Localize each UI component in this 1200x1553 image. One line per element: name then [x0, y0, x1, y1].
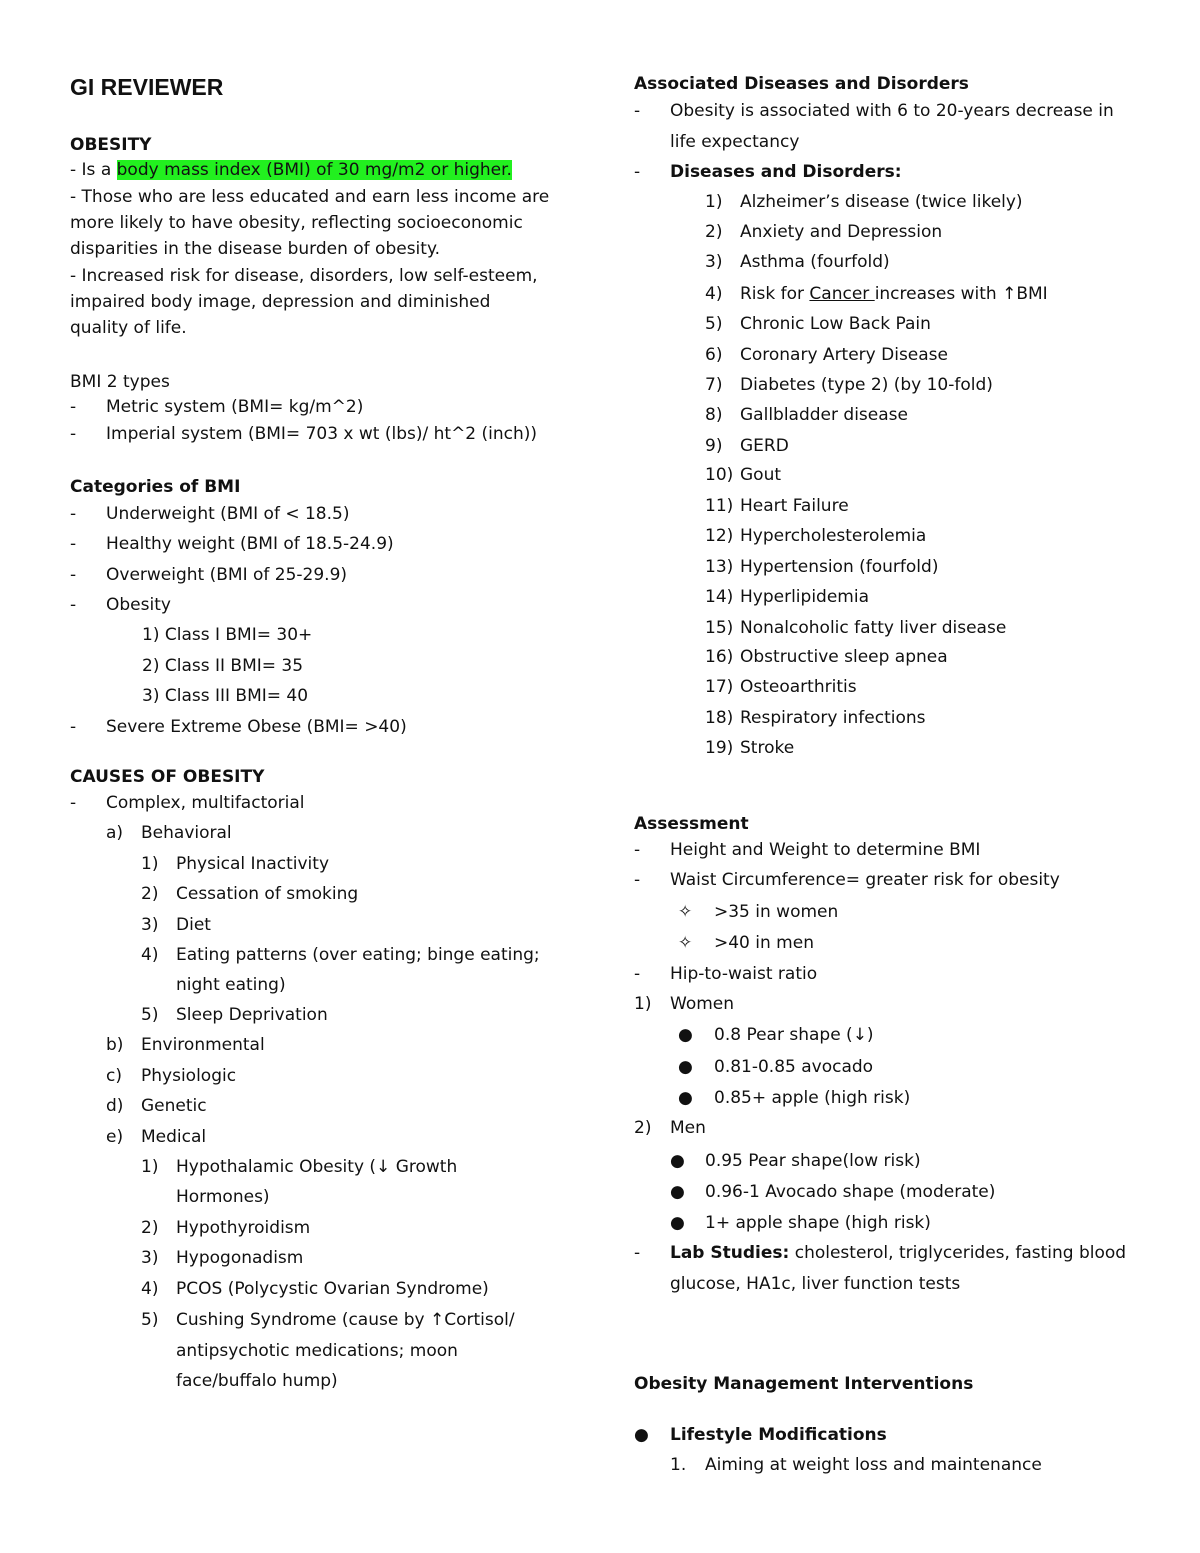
- obesity-definition: [70, 159, 512, 181]
- bullet-icon: ●: [670, 1151, 685, 1171]
- list-item: - Obesity: [70, 595, 171, 615]
- disease-number: 14): [705, 587, 734, 607]
- list-item: ✧ >40 in men: [678, 933, 814, 953]
- diamond-bullet-icon: ✧: [678, 902, 693, 922]
- page-title: GI REVIEWER: [70, 74, 224, 100]
- disease-number: 16): [705, 647, 734, 667]
- list-item: 4) Eating patterns (over eating; binge eating;: [141, 945, 540, 965]
- disease-number: 12): [705, 526, 734, 546]
- disease-item: [705, 435, 789, 457]
- disease-label: GERD: [740, 436, 789, 456]
- list-item: 5) Cushing Syndrome (cause by ↑Cortisol/: [141, 1310, 515, 1330]
- lab-text: cholesterol, triglycerides, fasting blood: [789, 1243, 1127, 1263]
- disease-number: 7): [705, 375, 723, 395]
- list-item: - Lab Studies: cholesterol, triglycerides, fasting blood: [634, 1243, 1127, 1263]
- disease-item: [705, 283, 1048, 305]
- list-item-continued: glucose, HA1c, liver function tests: [670, 1274, 961, 1294]
- disease-label: Anxiety and Depression: [740, 222, 943, 242]
- disease-label: Heart Failure: [740, 496, 849, 516]
- disease-label: Gout: [740, 465, 782, 485]
- list-item: ● 0.81-0.85 avocado: [678, 1057, 874, 1077]
- obesity-p3-line3: quality of life.: [70, 318, 187, 338]
- disease-number: 6): [705, 345, 723, 365]
- disease-label: Chronic Low Back Pain: [740, 314, 931, 334]
- disease-item: [705, 495, 849, 517]
- disease-item: [705, 617, 1007, 639]
- list-item: ● 0.85+ apple (high risk): [678, 1088, 911, 1108]
- list-item: 3) Diet: [141, 915, 211, 935]
- disease-number: 11): [705, 496, 734, 516]
- list-item-continued: life expectancy: [670, 132, 800, 152]
- list-item: - Imperial system (BMI= 703 x wt (lbs)/ ht^2 (inch)): [70, 424, 538, 444]
- list-item: 2) Cessation of smoking: [141, 884, 359, 904]
- list-item: 1) Women: [634, 994, 735, 1014]
- disease-item: [705, 556, 939, 578]
- disease-number: 10): [705, 465, 734, 485]
- disease-item: [705, 251, 890, 273]
- disease-number: 19): [705, 738, 734, 758]
- disease-label: Alzheimer’s disease (twice likely): [740, 192, 1023, 212]
- list-item: - Obesity is associated with 6 to 20-years decrease in: [634, 101, 1114, 121]
- list-item: - Complex, multifactorial: [70, 793, 305, 813]
- disease-item: [705, 707, 926, 729]
- disease-item: [705, 525, 927, 547]
- assessment-heading: Assessment: [634, 814, 749, 834]
- disease-item: [705, 344, 948, 366]
- list-item: b) Environmental: [106, 1035, 265, 1055]
- categories-heading: Categories of BMI: [70, 477, 241, 497]
- list-item: - Underweight (BMI of < 18.5): [70, 504, 350, 524]
- bullet-icon: ●: [678, 1025, 693, 1045]
- bullet-icon: ●: [678, 1088, 693, 1108]
- disease-item: [705, 221, 943, 243]
- bullet-icon: ●: [634, 1425, 649, 1445]
- obesity-p2-line1: - Those who are less educated and earn less income are: [70, 187, 550, 207]
- list-item: ● 0.95 Pear shape(low risk): [670, 1151, 921, 1171]
- list-item-continued: face/buffalo hump): [176, 1371, 338, 1391]
- disease-label: Hypertension (fourfold): [740, 557, 939, 577]
- disease-label: Nonalcoholic fatty liver disease: [740, 618, 1007, 638]
- list-item: a) Behavioral: [106, 823, 232, 843]
- list-item: 2) Hypothyroidism: [141, 1218, 311, 1238]
- obesity-p2-line2: more likely to have obesity, reflecting socioeconomic: [70, 213, 523, 233]
- disease-number: 3): [705, 252, 723, 272]
- bullet-icon: ●: [670, 1213, 685, 1233]
- disease-label: Hyperlipidemia: [740, 587, 869, 607]
- definition-highlight: body mass index (BMI) of 30 mg/m2 or higher.: [116, 160, 512, 180]
- disease-label: Risk for Cancer increases with ↑BMI: [740, 284, 1048, 304]
- list-item: - Overweight (BMI of 25-29.9): [70, 565, 348, 585]
- list-item: ✧ >35 in women: [678, 902, 839, 922]
- obesity-p3-line1: - Increased risk for disease, disorders, low self-esteem,: [70, 266, 538, 286]
- causes-heading: CAUSES OF OBESITY: [70, 767, 265, 787]
- list-item: ● 1+ apple shape (high risk): [670, 1213, 931, 1233]
- disease-number: 2): [705, 222, 723, 242]
- disease-label: Obstructive sleep apnea: [740, 647, 948, 667]
- disease-item: [705, 464, 782, 486]
- disease-item: [705, 191, 1023, 213]
- list-item: ● 0.8 Pear shape (↓): [678, 1025, 874, 1045]
- list-item: - Waist Circumference= greater risk for obesity: [634, 870, 1060, 890]
- disease-label: Diabetes (type 2) (by 10-fold): [740, 375, 993, 395]
- list-item: ● 0.96-1 Avocado shape (moderate): [670, 1182, 996, 1202]
- disease-label: Coronary Artery Disease: [740, 345, 948, 365]
- disease-label: Osteoarthritis: [740, 677, 857, 697]
- obesity-p2-line3: disparities in the disease burden of obesity.: [70, 239, 440, 259]
- disease-number: 1): [705, 192, 723, 212]
- list-item: c) Physiologic: [106, 1066, 237, 1086]
- definition-prefix: - Is a: [70, 160, 117, 180]
- bullet-icon: ●: [678, 1057, 693, 1077]
- disease-number: 13): [705, 557, 734, 577]
- list-item: 5) Sleep Deprivation: [141, 1005, 328, 1025]
- bullet-icon: ●: [670, 1182, 685, 1202]
- disease-item: [705, 737, 795, 759]
- class-item: 2) Class II BMI= ​35: [142, 656, 304, 676]
- disease-number: 4): [705, 284, 723, 304]
- list-item-continued: Hormones): [176, 1187, 270, 1207]
- obesity-p3-line2: impaired body image, depression and diminished: [70, 292, 491, 312]
- disease-item: [705, 374, 993, 396]
- disease-label: Hypercholesterolemia: [740, 526, 927, 546]
- disease-number: 9): [705, 436, 723, 456]
- list-item: - Height and Weight to determine BMI: [634, 840, 981, 860]
- disease-number: 8): [705, 405, 723, 425]
- list-item: 1. Aiming at weight loss and maintenance: [670, 1455, 1042, 1475]
- disease-item: [705, 676, 857, 698]
- obesity-heading: OBESITY: [70, 135, 152, 155]
- associated-heading: Associated Diseases and Disorders: [634, 74, 969, 94]
- disease-number: 18): [705, 708, 734, 728]
- list-item: 1) Physical Inactivity: [141, 854, 330, 874]
- class-item: 3) Class III BMI= ​40: [142, 686, 309, 706]
- list-item: - Diseases and Disorders:: [634, 162, 902, 182]
- disease-label: Asthma (fourfold): [740, 252, 890, 272]
- disease-label: Gallbladder disease: [740, 405, 908, 425]
- disease-label: Respiratory infections: [740, 708, 926, 728]
- list-item-continued: night eating): [176, 975, 286, 995]
- diamond-bullet-icon: ✧: [678, 933, 693, 953]
- list-item: - Metric system (BMI= kg/m^2): [70, 397, 364, 417]
- list-item: - Hip-to-waist ratio: [634, 964, 818, 984]
- disease-number: 15): [705, 618, 734, 638]
- disease-item: [705, 313, 931, 335]
- disease-label: Stroke: [740, 738, 795, 758]
- list-item: - Severe Extreme Obese (BMI= >40): [70, 717, 407, 737]
- list-item: 2) Men: [634, 1118, 706, 1138]
- disease-item: [705, 646, 948, 668]
- disease-number: 17): [705, 677, 734, 697]
- list-item: e) Medical: [106, 1127, 207, 1147]
- class-item: 1) Class I BMI= ​30+: [142, 625, 313, 645]
- list-item-continued: antipsychotic medications; moon: [176, 1341, 458, 1361]
- list-item: ● Lifestyle Modifications: [634, 1425, 887, 1445]
- list-item: 3) Hypogonadism: [141, 1248, 304, 1268]
- list-item: d) Genetic: [106, 1096, 207, 1116]
- disease-number: 5): [705, 314, 723, 334]
- disease-item: [705, 586, 869, 608]
- list-item: 1) Hypothalamic Obesity (↓ Growth: [141, 1157, 458, 1177]
- bmi-types-heading: BMI 2 types: [70, 372, 170, 392]
- disease-item: [705, 404, 908, 426]
- list-item: 4) PCOS (Polycystic Ovarian Syndrome): [141, 1279, 489, 1299]
- management-heading: Obesity Management Interventions: [634, 1374, 974, 1394]
- list-item: - Healthy weight (BMI of 18.5-24.9): [70, 534, 394, 554]
- lab-label: Lab Studies:: [670, 1243, 790, 1263]
